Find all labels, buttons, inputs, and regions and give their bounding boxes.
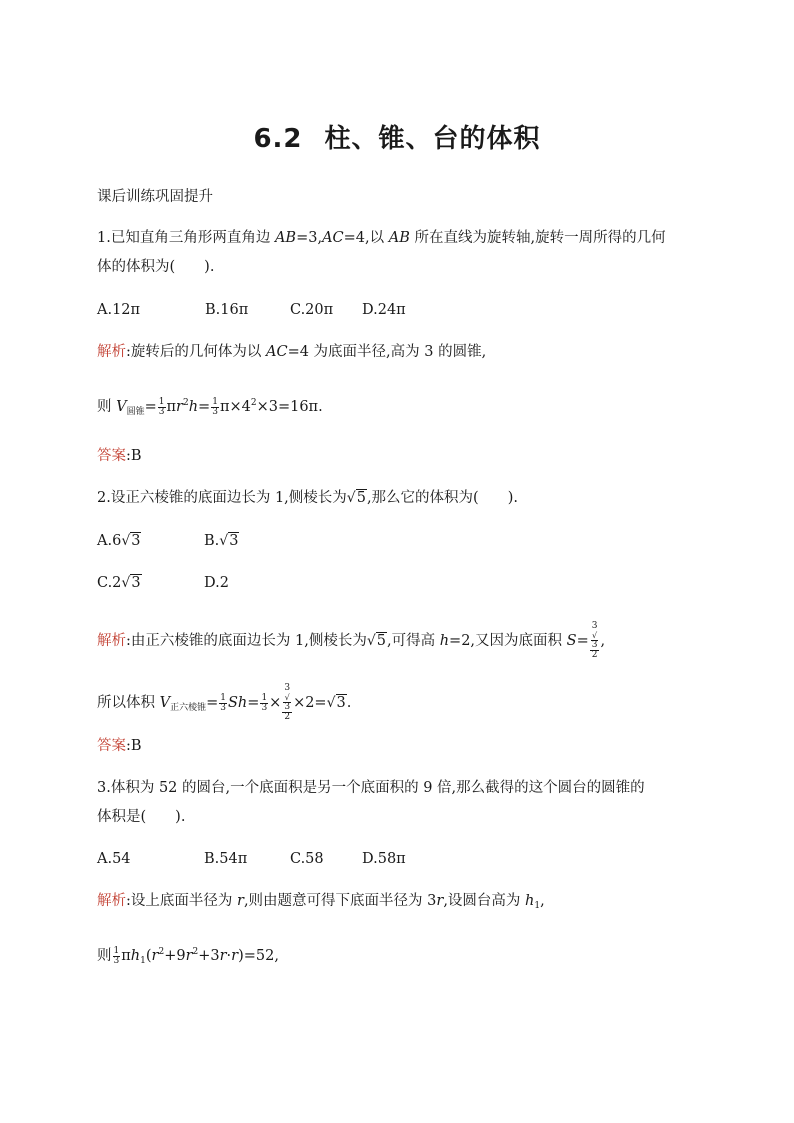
- q1-analysis-line-2: 则 $V_{圆锥}=$ $\frac{1}{3}$ $\pi r^2h=$ $\frac{1}{3}$ $\pi\times 4^2\times 3=16\pi$.: [97, 396, 323, 417]
- fraction: $\frac{1}{3}$: [220, 692, 226, 713]
- q1-option-a: A.12π: [97, 302, 141, 318]
- q1-analysis-line-1: 解析:旋转后的几何体为以 AC=4 为底面半径,高为 3 的圆锥,: [97, 344, 487, 360]
- q2-option-c: C.2√3: [97, 575, 141, 591]
- answer-label: 答案: [97, 448, 126, 464]
- q3-analysis-line-2: 则 $\frac{1}{3}$ $\pi h_1(r^2+9r^2+3r\cdot r)=52$,: [97, 945, 279, 966]
- q2-analysis-line-2: 所以体积 $V_{正六棱锥}=$ $\frac{1}{3}$ Sh= $\frac{1}{3}$ × 3 √ 3 2 ×2=√3.: [97, 683, 352, 722]
- fraction: 3 √ 3 2: [284, 683, 291, 722]
- section-title: 柱、锥、台的体积: [324, 124, 541, 154]
- question-1-line-2: 体的体积为( ).: [97, 259, 215, 275]
- question-3-line-1: 3.体积为 52 的圆台,一个底面积是另一个底面积的 9 倍,那么截得的这个圆台的圆锥的: [97, 780, 645, 796]
- question-2-line-1: 2.设正六棱锥的底面边长为 1,侧棱长为√5,那么它的体积为( ).: [97, 490, 518, 506]
- fraction: $\frac{1}{3}$: [113, 945, 120, 966]
- q2-option-b: B.√3: [204, 533, 239, 549]
- q2-answer: 答案:B: [97, 738, 142, 754]
- section-heading: 课后训练巩固提升: [97, 189, 213, 205]
- analysis-label: 解析: [97, 633, 126, 649]
- q3-option-d: D.58π: [362, 851, 406, 867]
- fraction: $\frac{1}{3}$: [261, 692, 268, 713]
- question-1-line-1: 1.已知直角三角形两直角边 AB=3,AC=4,以 AB 所在直线为旋转轴,旋转一周所得的几何: [97, 230, 666, 246]
- q2-option-d: D.2: [204, 575, 229, 591]
- page-title: [0, 118, 794, 155]
- sqrt-symbol: √5: [346, 490, 366, 506]
- fraction: $\frac{1}{3}$: [158, 396, 165, 417]
- fraction: $\frac{1}{3}$: [212, 396, 218, 417]
- answer-label: 答案: [97, 738, 126, 754]
- section-number: 6.2: [253, 124, 303, 154]
- q3-analysis-line-1: 解析:设上底面半径为 r,则由题意可得下底面半径为 3r,设圆台高为 $h_1$,: [97, 893, 545, 911]
- analysis-label: 解析: [97, 893, 126, 909]
- q3-option-b: B.54π: [204, 851, 248, 867]
- q3-option-a: A.54: [97, 851, 131, 867]
- q2-option-a: A.6√3: [97, 533, 141, 549]
- q1-option-d: D.24π: [362, 302, 406, 318]
- q1-option-b: B.16π: [205, 302, 249, 318]
- q1-option-c: C.20π: [290, 302, 334, 318]
- q2-analysis-line-1: 解析:由正六棱锥的底面边长为 1,侧棱长为√5,可得高 h=2,又因为底面积 S= 3 √ 3 2 ,: [97, 621, 606, 660]
- q1-answer: 答案:B: [97, 448, 142, 464]
- question-3-line-2: 体积是( ).: [97, 809, 186, 825]
- q3-option-c: C.58: [290, 851, 324, 867]
- fraction: 3 √ 3 2: [591, 621, 598, 660]
- analysis-label: 解析: [97, 344, 126, 360]
